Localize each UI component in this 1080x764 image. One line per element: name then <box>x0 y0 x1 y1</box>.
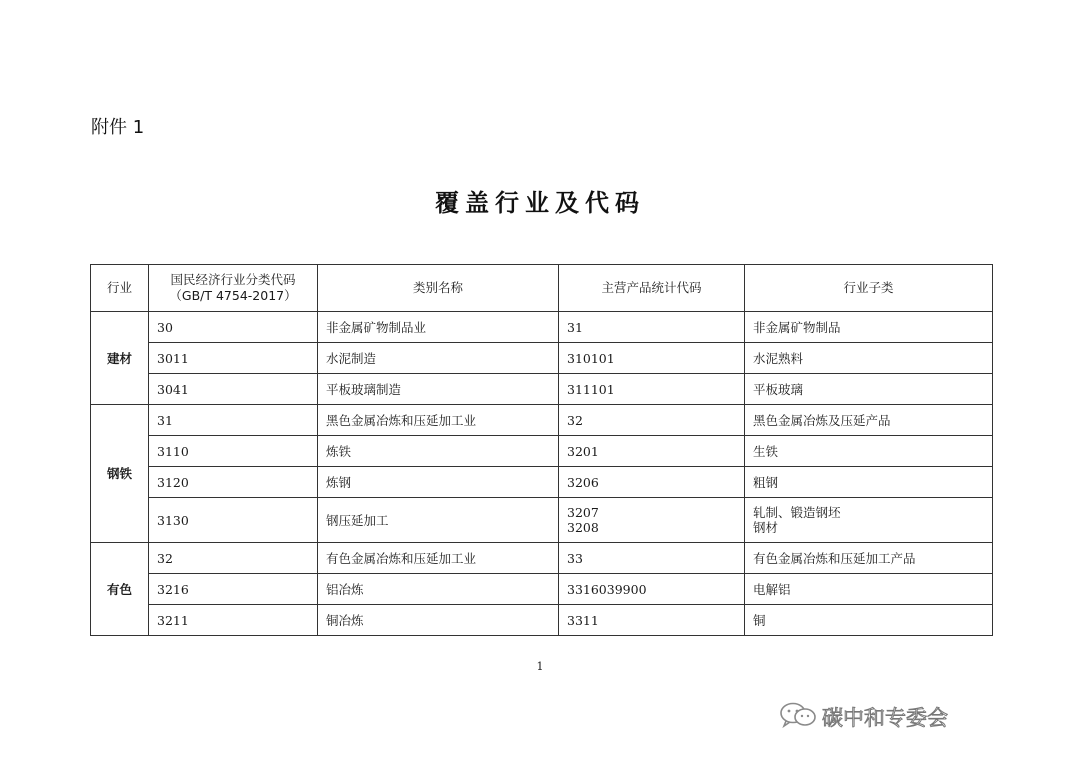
table-row <box>91 343 993 374</box>
product-code-cell: 3206 <box>559 467 745 498</box>
table-row <box>91 312 993 343</box>
category-name-cell: 炼铁 <box>318 436 559 467</box>
subcategory-line: 轧制、锻造钢坯 <box>753 505 841 520</box>
gb-code-cell: 3130 <box>149 498 318 543</box>
page-number: 1 <box>536 660 544 673</box>
table-row <box>91 436 993 467</box>
watermark-text: 碳中和专委会 <box>822 706 948 730</box>
gb-code-cell: 3041 <box>149 374 318 405</box>
category-name-cell: 黑色金属冶炼和压延加工业 <box>318 405 559 436</box>
header-subcategory: 行业子类 <box>745 265 993 312</box>
header-industry: 行业 <box>91 265 149 312</box>
subcategory-cell: 粗钢 <box>745 467 993 498</box>
header-product-code: 主营产品统计代码 <box>559 265 745 312</box>
product-code-cell: 310101 <box>559 343 745 374</box>
document-title: 覆盖行业及代码 <box>435 188 645 217</box>
header-gb-code <box>149 265 318 312</box>
subcategory-line: 钢材 <box>753 520 779 535</box>
category-name-cell: 炼钢 <box>318 467 559 498</box>
product-code-cell: 32 <box>559 405 745 436</box>
gb-code-cell: 3211 <box>149 605 318 636</box>
subcategory-cell: 生铁 <box>745 436 993 467</box>
industry-cell: 有色 <box>91 543 149 636</box>
subcategory-cell <box>745 498 993 543</box>
table-row <box>91 467 993 498</box>
product-code-cell: 3201 <box>559 436 745 467</box>
subcategory-cell: 有色金属冶炼和压延加工产品 <box>745 543 993 574</box>
table-header-row <box>91 265 993 312</box>
subcategory-cell: 平板玻璃 <box>745 374 993 405</box>
product-code-cell: 33 <box>559 543 745 574</box>
category-name-cell: 有色金属冶炼和压延加工业 <box>318 543 559 574</box>
table-row <box>91 543 993 574</box>
industry-code-table <box>90 264 993 636</box>
category-name-cell: 水泥制造 <box>318 343 559 374</box>
category-name-cell: 钢压延加工 <box>318 498 559 543</box>
header-gb-code-line2: （GB/T 4754-2017） <box>169 288 297 303</box>
subcategory-cell: 非金属矿物制品 <box>745 312 993 343</box>
header-category-name: 类别名称 <box>318 265 559 312</box>
subcategory-cell: 铜 <box>745 605 993 636</box>
category-name-cell: 铝冶炼 <box>318 574 559 605</box>
industry-cell: 建材 <box>91 312 149 405</box>
category-name-cell: 平板玻璃制造 <box>318 374 559 405</box>
subcategory-cell: 水泥熟料 <box>745 343 993 374</box>
wechat-icon <box>778 700 818 735</box>
table-row <box>91 574 993 605</box>
product-code-cell: 3311 <box>559 605 745 636</box>
product-code-cell: 31 <box>559 312 745 343</box>
gb-code-cell: 31 <box>149 405 318 436</box>
table-row <box>91 498 993 543</box>
category-name-cell: 铜冶炼 <box>318 605 559 636</box>
gb-code-cell: 3110 <box>149 436 318 467</box>
watermark <box>778 700 948 734</box>
category-name-cell: 非金属矿物制品业 <box>318 312 559 343</box>
gb-code-cell: 32 <box>149 543 318 574</box>
gb-code-cell: 3120 <box>149 467 318 498</box>
product-code-line: 3207 <box>567 505 599 520</box>
product-code-cell: 3316039900 <box>559 574 745 605</box>
header-gb-code-line1: 国民经济行业分类代码 <box>170 272 296 287</box>
table-row <box>91 374 993 405</box>
table-row <box>91 605 993 636</box>
product-code-cell <box>559 498 745 543</box>
attachment-label: 附件 1 <box>91 117 145 138</box>
product-code-line: 3208 <box>567 520 599 535</box>
product-code-cell: 311101 <box>559 374 745 405</box>
subcategory-cell: 黑色金属冶炼及压延产品 <box>745 405 993 436</box>
table-row <box>91 405 993 436</box>
subcategory-cell: 电解铝 <box>745 574 993 605</box>
gb-code-cell: 3216 <box>149 574 318 605</box>
gb-code-cell: 30 <box>149 312 318 343</box>
gb-code-cell: 3011 <box>149 343 318 374</box>
industry-cell: 钢铁 <box>91 405 149 543</box>
